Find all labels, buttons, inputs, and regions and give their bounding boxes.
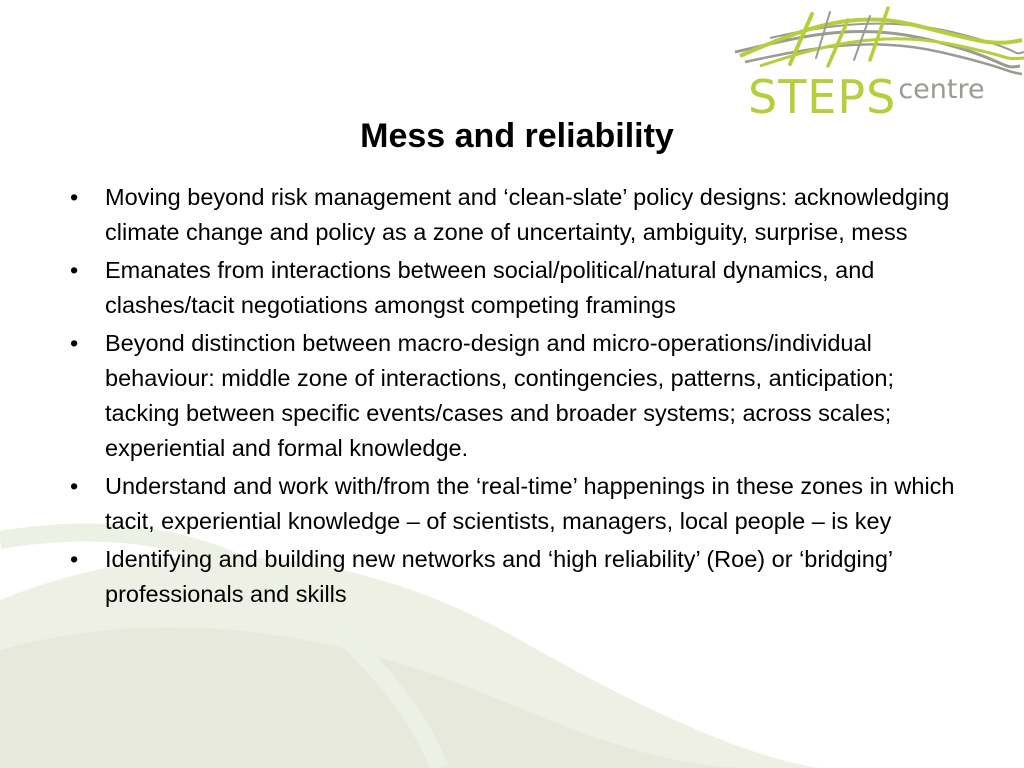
logo-wordmark: [748, 70, 985, 124]
bullet-icon: •: [70, 257, 79, 283]
bullet-text: Emanates from interactions between social/political/natural dynamics, and clashes/tacit negotiations amongst competing framings: [105, 257, 875, 318]
bullet-item: [70, 180, 970, 250]
bullet-icon: •: [70, 473, 79, 499]
bullet-item: [70, 469, 970, 539]
bullet-text: Identifying and building new networks and ‘high reliability’ (Roe) or ‘bridging’ professionals and skills: [105, 546, 893, 607]
bullet-item: [70, 542, 970, 612]
slide-title: Mess and reliability: [360, 117, 674, 155]
logo-name-sub: centre: [898, 74, 985, 105]
bullet-list: [70, 180, 970, 615]
bullet-item: [70, 326, 970, 466]
logo-lines-icon: [730, 0, 1024, 80]
bullet-icon: •: [70, 184, 79, 210]
logo-name-main: STEPS: [748, 70, 897, 124]
bullet-item: [70, 253, 970, 323]
bullet-icon: •: [70, 546, 79, 572]
bullet-text: Understand and work with/from the ‘real-time’ happenings in these zones in which tacit, experiential knowledge – of scientists, managers, local people – is key: [105, 473, 955, 534]
bullet-text: Beyond distinction between macro-design and micro-operations/individual behaviour: middle zone of interactions, contingencies, patterns, anticipation; tacking between specific events/cases and broader systems; across scales; experiential and formal knowledge.: [105, 330, 895, 461]
bullet-icon: •: [70, 330, 79, 356]
bullet-text: Moving beyond risk management and ‘clean-slate’ policy designs: acknowledging climate change and policy as a zone of uncertainty, ambiguity, surprise, mess: [105, 184, 950, 245]
